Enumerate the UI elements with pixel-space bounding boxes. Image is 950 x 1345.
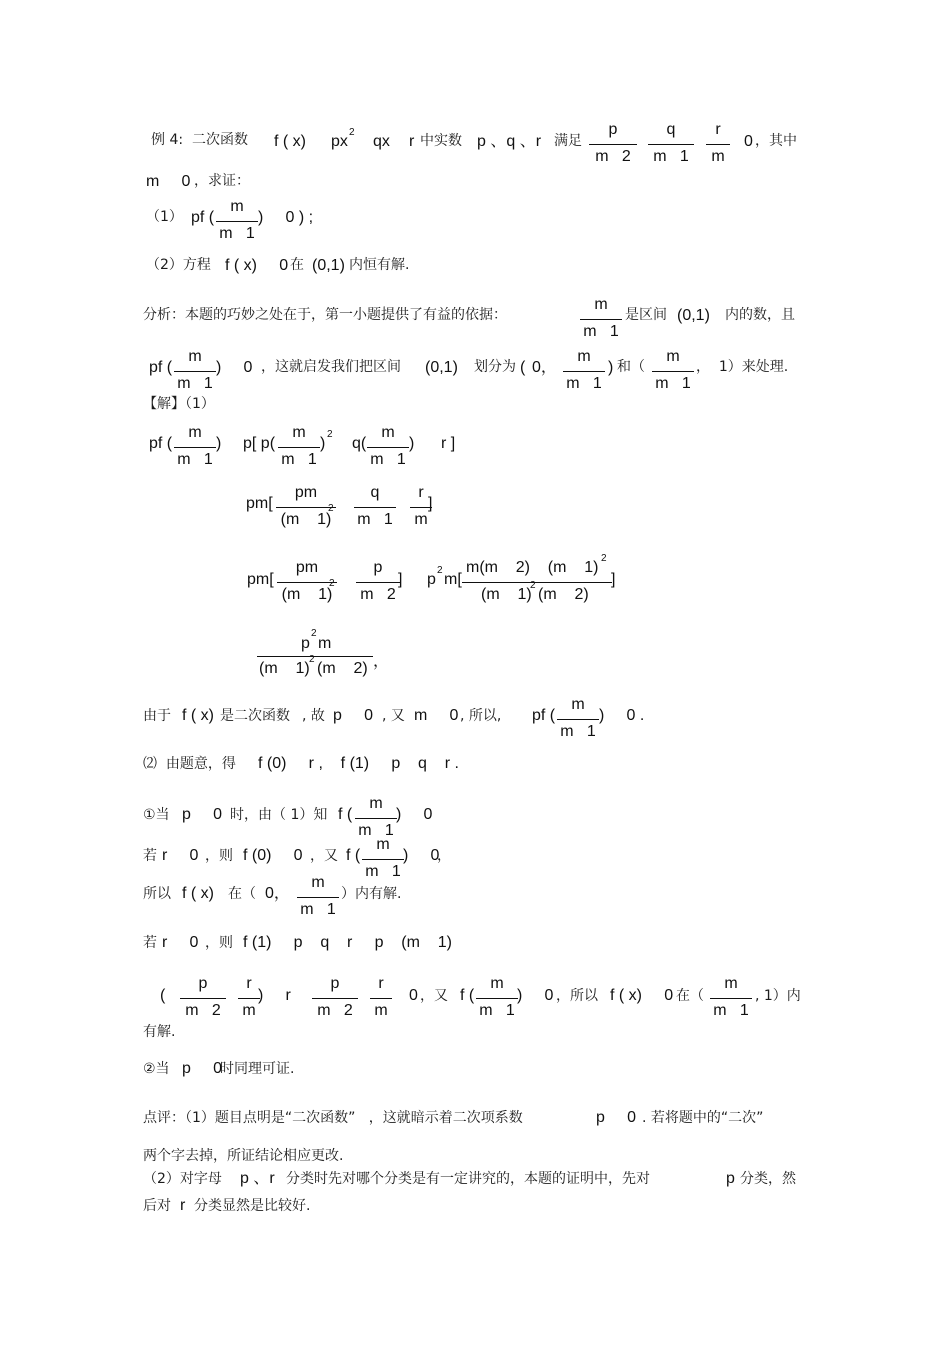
- math-text: p 0: [182, 806, 223, 823]
- math-text: pf (: [149, 359, 173, 376]
- fraction: [312, 976, 358, 1020]
- text: , 1）内: [755, 988, 801, 1004]
- math-text: f ( x): [274, 133, 306, 150]
- denominator: (m 1): [281, 586, 333, 603]
- fraction-bar: [278, 447, 320, 448]
- math-superscript: 2: [601, 553, 607, 564]
- denominator: m: [711, 148, 725, 165]
- fraction: [180, 976, 226, 1020]
- math-superscript: 2: [309, 654, 315, 665]
- text: 划分为: [474, 359, 516, 375]
- text: 后对: [143, 1198, 171, 1214]
- text: ②当: [143, 1061, 170, 1077]
- math-text: p: [726, 1170, 735, 1187]
- numerator: m: [369, 795, 383, 812]
- denominator: (m 1): [280, 511, 332, 528]
- fraction: [174, 425, 216, 469]
- fraction-bar: [370, 998, 392, 999]
- math-text: ]: [611, 571, 616, 588]
- text: 两个字去掉，所证结论相应更改.: [143, 1148, 344, 1164]
- math-text: f (: [338, 806, 353, 823]
- math-text: 0: [409, 987, 418, 1004]
- math-text: p 0: [182, 1060, 223, 1077]
- text: 内恒有解.: [349, 257, 410, 273]
- fraction: [216, 199, 258, 243]
- math-text: ): [608, 359, 614, 376]
- text: ，则: [205, 935, 233, 951]
- math-text: (0,1): [425, 359, 458, 376]
- math-text: f (0) r , f (1) p q r .: [258, 755, 459, 772]
- denominator: m 1: [300, 901, 336, 918]
- text: 所以: [143, 886, 171, 902]
- solution-heading: 【解】（1）: [143, 396, 215, 412]
- fraction-bar: [362, 859, 404, 860]
- denominator: m 1: [281, 451, 317, 468]
- text: 内的数，且: [725, 307, 795, 323]
- text: ，所以: [556, 988, 598, 1004]
- fraction-bar: [354, 507, 396, 508]
- denominator: m 1: [583, 323, 619, 340]
- denominator: m 1: [358, 822, 394, 839]
- fraction-bar: [648, 144, 694, 145]
- math-superscript: 2: [328, 503, 334, 514]
- denominator: m 1: [560, 723, 596, 740]
- denominator: m 1: [370, 451, 406, 468]
- math-text: 0: [744, 133, 753, 150]
- text: 满足: [554, 133, 582, 149]
- text: 分类时先对哪个分类是有一定讲究的，本题的证明中，先对: [286, 1171, 650, 1187]
- math-text: m[: [444, 571, 462, 588]
- numerator: m: [292, 424, 306, 441]
- math-superscript: 2: [327, 429, 333, 440]
- text: 若: [143, 848, 157, 864]
- denominator: m 1: [479, 1002, 515, 1019]
- fraction-bar: [589, 144, 637, 145]
- math-text: f ( x): [182, 707, 214, 724]
- fraction-bar: [238, 998, 260, 999]
- fraction: [557, 697, 599, 741]
- math-text: ): [216, 435, 222, 452]
- denominator: m: [374, 1002, 388, 1019]
- math-text: q(: [352, 435, 367, 452]
- text: ，又: [310, 848, 338, 864]
- text: . 若将题中的“二次”: [642, 1110, 764, 1126]
- fraction-bar: [355, 818, 397, 819]
- numerator: m: [381, 424, 395, 441]
- math-text: pm[: [246, 495, 273, 512]
- fraction: [278, 425, 320, 469]
- text: 中实数: [420, 133, 462, 149]
- math-text: f (: [460, 987, 475, 1004]
- fraction: [476, 976, 518, 1020]
- math-text: f (: [346, 847, 361, 864]
- math-text: ) 0: [396, 806, 433, 823]
- text: 分类，然: [740, 1171, 796, 1187]
- numerator: r: [418, 484, 424, 501]
- fraction-bar: [174, 447, 216, 448]
- numerator: m: [724, 975, 738, 992]
- math-text: (: [520, 359, 526, 376]
- math-superscript: 2: [329, 578, 335, 589]
- math-superscript: 2: [530, 580, 536, 591]
- numerator: p: [301, 635, 310, 652]
- fraction-bar: [710, 998, 752, 999]
- text: 和（: [617, 359, 645, 375]
- math-text: (0,1): [677, 307, 710, 324]
- numerator: p: [198, 975, 208, 992]
- text: 是区间: [625, 307, 667, 323]
- fraction: [276, 485, 336, 529]
- fraction: [648, 122, 694, 166]
- denominator: m 1: [566, 375, 602, 392]
- numerator: m: [571, 696, 585, 713]
- numerator: m: [311, 874, 325, 891]
- text: 时，由（ 1）知: [230, 807, 328, 823]
- fraction: [297, 875, 339, 919]
- fraction: [370, 976, 392, 1020]
- fraction: [710, 976, 752, 1020]
- fraction: [277, 560, 337, 604]
- math-text: f ( x) 0: [225, 257, 289, 274]
- math-text: ) 0: [216, 359, 253, 376]
- fraction: [354, 485, 396, 529]
- fraction-bar: [297, 897, 339, 898]
- math-text: f (1) p q r p (m 1): [243, 934, 452, 951]
- numerator: r: [246, 975, 252, 992]
- text: ⑵ 由题意，得: [143, 756, 236, 772]
- fraction: [355, 796, 397, 840]
- fraction-bar: [356, 582, 400, 583]
- text: ，其中: [755, 133, 797, 149]
- math-text: p: [427, 571, 436, 588]
- fraction-bar: [652, 371, 694, 372]
- math-text: ) 0: [403, 847, 440, 864]
- numerator: m: [577, 348, 591, 365]
- text: ，这就启发我们把区间: [261, 359, 401, 375]
- math-text: qx: [373, 133, 390, 150]
- denominator: m: [414, 511, 428, 528]
- text: ）内有解.: [341, 886, 402, 902]
- numerator: p: [330, 975, 340, 992]
- denominator: m 2: [185, 1002, 221, 1019]
- math-text: p 0: [333, 707, 374, 724]
- denominator: m 2: [317, 1002, 353, 1019]
- text: 时同理可证.: [220, 1061, 295, 1077]
- fraction-bar: [557, 719, 599, 720]
- text: 有解.: [143, 1024, 176, 1040]
- math-text: p 、r: [240, 1170, 275, 1187]
- text: ，求证：: [194, 173, 250, 189]
- text: 是二次函数: [220, 708, 290, 724]
- math-text: ) r: [258, 987, 291, 1004]
- math-text: f ( x): [182, 885, 214, 902]
- denominator: m 1: [177, 451, 213, 468]
- numerator: m: [490, 975, 504, 992]
- math-text: pf (: [149, 435, 173, 452]
- fraction-bar: [174, 371, 216, 372]
- numerator: pm: [295, 559, 319, 576]
- item-label: （1）: [146, 209, 183, 225]
- numerator: m(m 2) (m 1): [466, 559, 599, 576]
- text: ， 1）来处理.: [696, 359, 789, 375]
- denominator: m 1: [653, 148, 689, 165]
- item-label: （2）方程: [146, 257, 211, 273]
- denominator: m 1: [365, 863, 401, 880]
- math-text: px: [331, 133, 348, 150]
- text: 若: [143, 935, 157, 951]
- math-text: f (0) 0: [243, 847, 303, 864]
- math-text: ): [320, 435, 326, 452]
- fraction-bar: [277, 582, 337, 583]
- math-text: 0，: [532, 359, 557, 376]
- denominator: m 1: [177, 375, 213, 392]
- denominator: m 1: [219, 225, 255, 242]
- fraction: [706, 122, 730, 166]
- fraction-bar: [276, 507, 336, 508]
- math-text: pf (: [532, 707, 556, 724]
- math-text: pm[: [247, 571, 274, 588]
- denominator: m 1: [357, 511, 393, 528]
- text: ，: [437, 848, 451, 864]
- fraction: [589, 122, 637, 166]
- fraction: [356, 559, 403, 604]
- math-text: (: [160, 987, 166, 1004]
- fraction-bar: [580, 319, 622, 320]
- text: （2）对字母: [143, 1171, 222, 1187]
- denominator: (m 1): [259, 660, 310, 677]
- text: , 又: [382, 708, 405, 724]
- numerator: p: [608, 121, 618, 138]
- math-text: ) 0 .: [599, 707, 645, 724]
- math-text: r 0: [162, 934, 199, 951]
- math-text: (0,1): [312, 257, 345, 274]
- math-text: ]: [398, 571, 403, 588]
- denominator: m 2: [595, 148, 631, 165]
- fraction-bar: [312, 998, 358, 999]
- fraction-bar: [367, 447, 409, 448]
- fraction-bar: [180, 998, 226, 999]
- fraction-bar: [563, 371, 605, 372]
- text: , 所以,: [460, 708, 502, 724]
- denominator: (m 1): [481, 586, 532, 603]
- math-superscript: 2: [311, 628, 317, 639]
- math-superscript: 2: [349, 127, 355, 138]
- fraction-bar: [476, 998, 518, 999]
- math-text: f ( x) 0: [610, 987, 674, 1004]
- text: , 故: [302, 708, 325, 724]
- text: 点评：（1）题目点明是“二次函数” ，这就暗示着二次项系数: [143, 1110, 523, 1126]
- text: 在（: [228, 886, 256, 902]
- math-text: p 0: [596, 1109, 637, 1126]
- text: ，则: [205, 848, 233, 864]
- denominator: (m 2): [538, 586, 589, 603]
- text: 由于: [143, 708, 171, 724]
- denominator: m 2: [360, 586, 396, 603]
- numerator: m: [666, 348, 680, 365]
- text: ①当: [143, 807, 170, 823]
- fraction-bar: [257, 656, 373, 657]
- fraction: [362, 837, 404, 881]
- fraction: [174, 349, 216, 393]
- math-text: r: [409, 133, 415, 150]
- math-text: p[ p(: [243, 435, 276, 452]
- denominator: m 1: [713, 1002, 749, 1019]
- math-text: r 0: [162, 847, 199, 864]
- math-text: m 0: [414, 707, 459, 724]
- denominator: (m 2): [317, 660, 368, 677]
- numerator: m: [594, 296, 608, 313]
- numerator: q: [370, 484, 380, 501]
- numerator: m: [318, 635, 332, 652]
- math-text: ) r ]: [409, 435, 456, 452]
- text: 在: [290, 257, 304, 273]
- numerator: m: [188, 424, 202, 441]
- math-text: ]: [428, 495, 433, 512]
- denominator: m: [242, 1002, 256, 1019]
- numerator: pm: [294, 484, 318, 501]
- numerator: r: [378, 975, 384, 992]
- numerator: p: [373, 559, 383, 576]
- text: ，又: [420, 988, 448, 1004]
- numerator: q: [666, 121, 676, 138]
- fraction-bar: [706, 144, 730, 145]
- numerator: r: [715, 121, 721, 138]
- fraction-bar: [462, 582, 612, 583]
- math-text: ) 0: [517, 987, 554, 1004]
- math-text: pf (: [191, 209, 215, 226]
- example-title: 例 4: 二次函数: [151, 132, 248, 148]
- text: 分析：本题的巧妙之处在于，第一小题提供了有益的依据：: [143, 307, 507, 323]
- numerator: m: [230, 198, 244, 215]
- fraction-bar: [216, 221, 258, 222]
- math-text: p 、q 、r: [477, 133, 542, 150]
- text: 在（: [676, 988, 704, 1004]
- numerator: m: [188, 348, 202, 365]
- math-text: ) 0 ) ;: [258, 209, 314, 226]
- math-text: ，: [373, 653, 390, 670]
- math-superscript: 2: [437, 565, 443, 576]
- fraction: [238, 976, 260, 1020]
- text: 分类显然是比较好.: [194, 1198, 311, 1214]
- math-text: r: [180, 1197, 186, 1214]
- math-text: m 0: [146, 173, 191, 190]
- fraction: [652, 349, 694, 393]
- math-text: 0，: [265, 885, 290, 902]
- fraction: [563, 349, 605, 393]
- fraction: [367, 425, 409, 469]
- fraction: [580, 297, 622, 341]
- denominator: m 1: [655, 375, 691, 392]
- numerator: m: [376, 836, 390, 853]
